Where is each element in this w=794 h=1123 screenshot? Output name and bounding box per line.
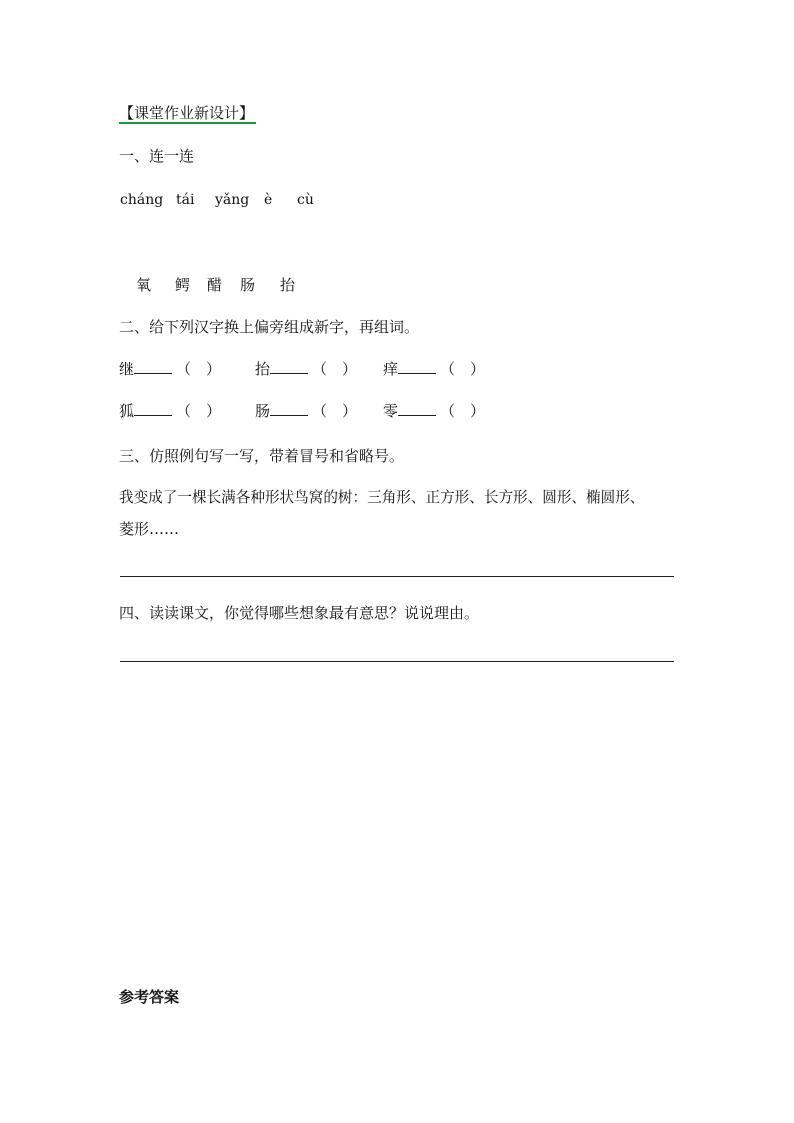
fill-char: 继: [119, 360, 135, 378]
section1-title: 一、连一连: [119, 147, 195, 165]
hanzi-1: 氧: [136, 276, 152, 294]
answer-line[interactable]: [120, 661, 674, 662]
section3-title: 三、仿照例句写一写，带着冒号和省略号。: [119, 447, 405, 465]
pinyin-2: tái: [176, 192, 195, 208]
example-sentence-line1: 我变成了一棵长满各种形状鸟窝的树：三角形、正方形、长方形、圆形、椭圆形、: [119, 489, 645, 506]
fill-blank[interactable]: [134, 401, 172, 416]
fill-char: 狐: [119, 402, 135, 420]
pinyin-4: è: [264, 192, 273, 208]
fill-item: [255, 401, 357, 421]
fill-paren[interactable]: （ ）: [440, 402, 486, 420]
section-heading: 【课堂作业新设计】: [119, 104, 255, 122]
fill-item: [119, 401, 221, 421]
fill-item: [383, 359, 485, 379]
section2-title: 二、给下列汉字换上偏旁组成新字，再组词。: [119, 318, 420, 336]
fill-item: [383, 401, 485, 421]
hanzi-5: 抬: [280, 276, 296, 294]
fill-item: [119, 359, 221, 379]
hanzi-2: 鳄: [175, 276, 191, 294]
fill-blank[interactable]: [270, 359, 308, 374]
fill-paren[interactable]: （ ）: [312, 360, 358, 378]
example-sentence-line2: 菱形……: [119, 520, 180, 538]
fill-char: 零: [383, 402, 399, 420]
fill-row-2: [119, 401, 679, 423]
hanzi-4: 肠: [240, 276, 256, 294]
fill-char: 肠: [255, 402, 271, 420]
pinyin-3: yǎng: [215, 192, 250, 208]
fill-row-1: [119, 359, 679, 381]
fill-char: 痒: [383, 360, 399, 378]
fill-blank[interactable]: [398, 401, 436, 416]
fill-blank[interactable]: [134, 359, 172, 374]
fill-char: 抬: [255, 360, 271, 378]
pinyin-5: cù: [297, 192, 314, 208]
answer-line[interactable]: [120, 576, 674, 577]
fill-blank[interactable]: [270, 401, 308, 416]
fill-paren[interactable]: （ ）: [312, 402, 358, 420]
fill-item: [255, 359, 357, 379]
fill-blank[interactable]: [398, 359, 436, 374]
fill-paren[interactable]: （ ）: [176, 360, 222, 378]
section4-title: 四、读读课文，你觉得哪些想象最有意思？说说理由。: [119, 604, 480, 622]
fill-paren[interactable]: （ ）: [176, 402, 222, 420]
hanzi-3: 醋: [207, 276, 223, 294]
fill-paren[interactable]: （ ）: [440, 360, 486, 378]
answers-title: 参考答案: [119, 988, 180, 1006]
pinyin-1: cháng: [120, 192, 164, 208]
